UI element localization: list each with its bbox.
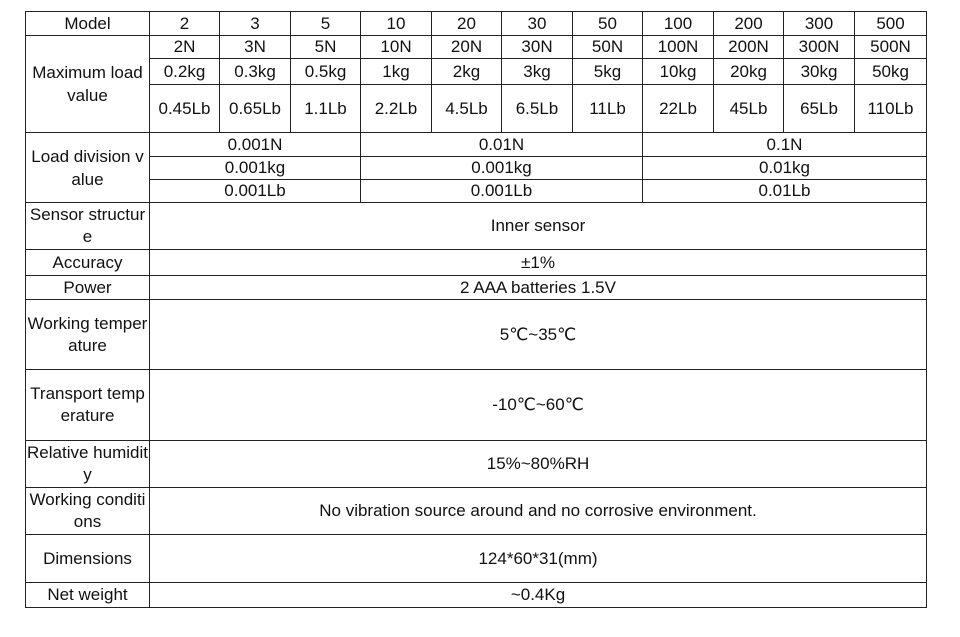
max-load-cell: 0.3kg: [220, 59, 291, 85]
model-cell: 2: [150, 12, 220, 36]
division-cell: 0.1N: [643, 133, 927, 157]
model-cell: 50: [573, 12, 643, 36]
spec-row: [26, 583, 927, 608]
division-newton-row: [26, 133, 927, 157]
max-load-label: Maximum load value: [26, 36, 150, 133]
max-load-cell: 2.2Lb: [361, 85, 432, 133]
max-load-cell: 0.45Lb: [150, 85, 220, 133]
max-load-cell: 1.1Lb: [291, 85, 361, 133]
spec-label: Power: [26, 276, 150, 300]
spec-label: Transport temperature: [26, 370, 150, 441]
model-cell: 5: [291, 12, 361, 36]
division-cell: 0.001kg: [150, 157, 361, 180]
model-cell: 10: [361, 12, 432, 36]
max-load-cell: 2N: [150, 36, 220, 59]
max-load-cell: 11Lb: [573, 85, 643, 133]
model-cell: 300: [784, 12, 855, 36]
spec-value: Inner sensor: [150, 203, 927, 250]
spec-row: [26, 203, 927, 250]
max-load-cell: 5kg: [573, 59, 643, 85]
max-load-cell: 22Lb: [643, 85, 714, 133]
model-cell: 3: [220, 12, 291, 36]
max-load-cell: 2kg: [432, 59, 502, 85]
max-load-newton-row: [26, 36, 927, 59]
max-load-cell: 3kg: [502, 59, 573, 85]
spec-value: No vibration source around and no corrosive environment.: [150, 488, 927, 535]
model-cell: 20: [432, 12, 502, 36]
model-cell: 30: [502, 12, 573, 36]
model-cell: 500: [855, 12, 927, 36]
max-load-cell: 20kg: [714, 59, 784, 85]
spec-value: 2 AAA batteries 1.5V: [150, 276, 927, 300]
max-load-cell: 0.2kg: [150, 59, 220, 85]
max-load-cell: 3N: [220, 36, 291, 59]
max-load-cell: 10N: [361, 36, 432, 59]
max-load-cell: 45Lb: [714, 85, 784, 133]
division-cell: 0.01Lb: [643, 180, 927, 203]
spec-value: 15%~80%RH: [150, 441, 927, 488]
max-load-cell: 1kg: [361, 59, 432, 85]
division-cell: 0.001N: [150, 133, 361, 157]
max-load-cell: 0.65Lb: [220, 85, 291, 133]
max-load-cell: 5N: [291, 36, 361, 59]
spec-value: ~0.4Kg: [150, 583, 927, 608]
division-cell: 0.01kg: [643, 157, 927, 180]
division-label: Load division value: [26, 133, 150, 203]
model-label: Model: [26, 12, 150, 36]
division-lb-row: [26, 180, 927, 203]
max-load-cell: 500N: [855, 36, 927, 59]
spec-row: [26, 250, 927, 276]
spec-row: [26, 370, 927, 441]
spec-label: Working temperature: [26, 300, 150, 370]
max-load-cell: 20N: [432, 36, 502, 59]
max-load-lb-row: [26, 85, 927, 133]
division-cell: 0.01N: [361, 133, 643, 157]
spec-table: [25, 11, 927, 608]
spec-label: Sensor structure: [26, 203, 150, 250]
max-load-cell: 30N: [502, 36, 573, 59]
division-cell: 0.001Lb: [150, 180, 361, 203]
spec-value: 124*60*31(mm): [150, 535, 927, 583]
max-load-cell: 6.5Lb: [502, 85, 573, 133]
spec-value: ±1%: [150, 250, 927, 276]
max-load-cell: 200N: [714, 36, 784, 59]
max-load-cell: 110Lb: [855, 85, 927, 133]
max-load-cell: 10kg: [643, 59, 714, 85]
spec-row: [26, 488, 927, 535]
division-kg-row: [26, 157, 927, 180]
max-load-cell: 50kg: [855, 59, 927, 85]
max-load-cell: 300N: [784, 36, 855, 59]
max-load-cell: 100N: [643, 36, 714, 59]
spec-row: [26, 276, 927, 300]
spec-row: [26, 441, 927, 488]
spec-label: Relative humidity: [26, 441, 150, 488]
max-load-kg-row: [26, 59, 927, 85]
spec-value: -10℃~60℃: [150, 370, 927, 441]
max-load-cell: 50N: [573, 36, 643, 59]
model-cell: 100: [643, 12, 714, 36]
division-cell: 0.001kg: [361, 157, 643, 180]
spec-label: Working conditions: [26, 488, 150, 535]
division-cell: 0.001Lb: [361, 180, 643, 203]
spec-row: [26, 535, 927, 583]
spec-label: Net weight: [26, 583, 150, 608]
max-load-cell: 0.5kg: [291, 59, 361, 85]
spec-row: [26, 300, 927, 370]
max-load-cell: 65Lb: [784, 85, 855, 133]
model-cell: 200: [714, 12, 784, 36]
spec-value: 5℃~35℃: [150, 300, 927, 370]
model-row: [26, 12, 927, 36]
spec-label: Accuracy: [26, 250, 150, 276]
max-load-cell: 4.5Lb: [432, 85, 502, 133]
spec-label: Dimensions: [26, 535, 150, 583]
max-load-cell: 30kg: [784, 59, 855, 85]
